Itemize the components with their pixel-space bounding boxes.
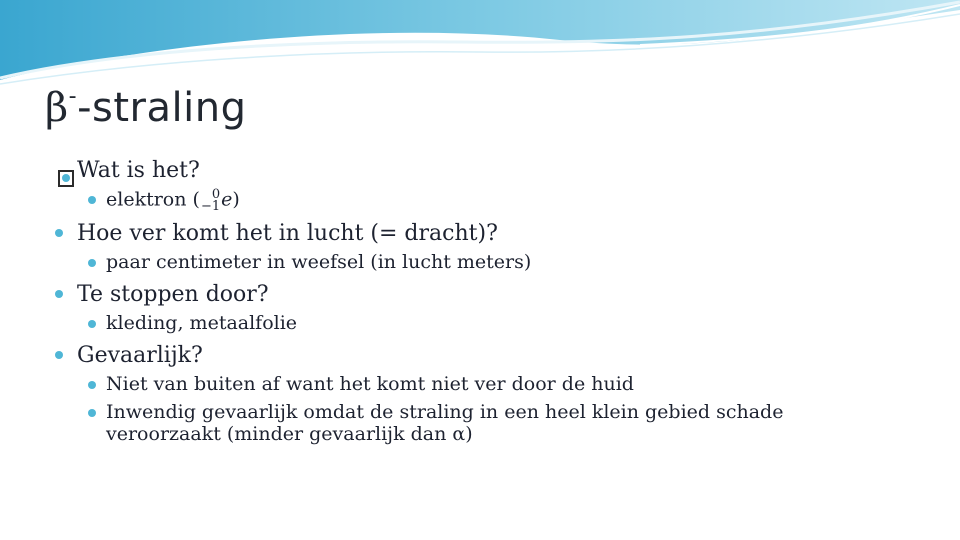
bullet-icon	[55, 290, 63, 298]
list-item-text: Inwendig gevaarlijk omdat de straling in een heel klein gebied schade veroorzaakt (minder gevaarlijk dan α)	[106, 401, 784, 445]
title-superscript: -	[68, 83, 78, 109]
list-item-text: elektron (	[106, 188, 200, 211]
bullet-icon	[55, 351, 63, 359]
slide-title	[45, 83, 247, 131]
list-item	[55, 282, 855, 307]
list-item-text: Te stoppen door?	[77, 281, 269, 307]
list-item	[55, 402, 855, 446]
list-item	[55, 343, 855, 368]
list-item	[55, 158, 855, 183]
bullet-icon	[88, 259, 96, 267]
list-item	[55, 189, 855, 212]
list-item	[55, 313, 855, 335]
bullet-icon	[88, 320, 96, 328]
nuclide-symbol: e	[221, 188, 233, 211]
nuclide-charge: −1	[200, 198, 221, 214]
bullet-icon	[88, 196, 96, 204]
nuclide-notation	[200, 189, 232, 212]
list-item-text: Gevaarlijk?	[77, 342, 203, 368]
bullet-list	[55, 150, 855, 446]
list-item-text-after: )	[232, 188, 240, 211]
bullet-icon	[88, 409, 96, 417]
bullet-icon	[88, 381, 96, 389]
list-item-text: Niet van buiten af want het komt niet ver door de huid	[106, 373, 634, 396]
list-item-text: paar centimeter in weefsel (in lucht meters)	[106, 250, 532, 273]
list-item-text: Wat is het?	[77, 158, 200, 183]
missing-glyph-bullet-icon	[58, 170, 74, 187]
list-item	[55, 252, 855, 274]
list-item-text: kleding, metaalfolie	[106, 312, 298, 335]
nuclide-mass: 0	[211, 187, 221, 203]
list-item	[55, 221, 855, 246]
title-text: -straling	[77, 85, 247, 131]
header-wave-decoration	[0, 0, 960, 95]
bullet-icon	[55, 229, 63, 237]
list-item	[55, 374, 855, 396]
list-item-text: Hoe ver komt het in lucht (= dracht)?	[77, 220, 498, 246]
beta-symbol: β	[45, 85, 69, 131]
